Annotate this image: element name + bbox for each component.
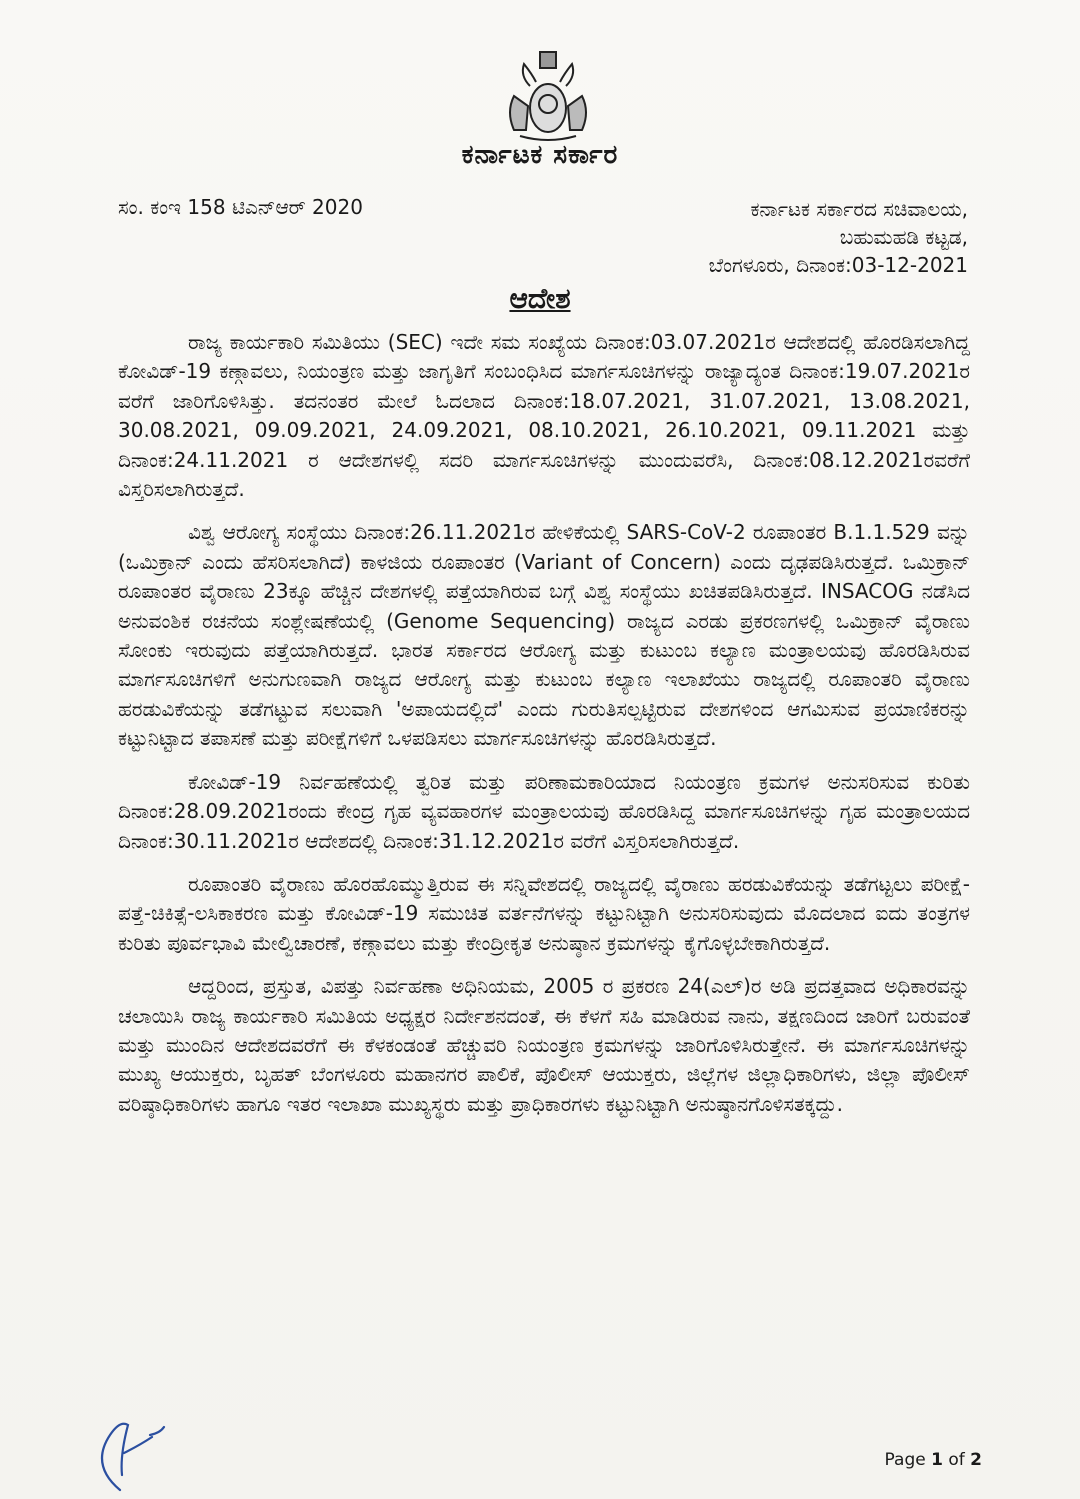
paragraph: ವಿಶ್ವ ಆರೋಗ್ಯ ಸಂಸ್ಥೆಯು ದಿನಾಂಕ:26.11.2021ರ ಹೇಳಿಕೆಯಲ್ಲಿ SARS-CoV-2 ರೂಪಾಂತರ B.1.1.529 ವನ್ನು (ಒಮಿಕ್ರಾನ್ ಎಂದು ಹೆಸರಿಸಲಾಗಿದೆ) ಕಾಳಜಿಯ ರೂಪಾಂತರ (Variant of Concern) ಎಂದು ದೃಢಪಡಿಸಿರುತ್ತದೆ. ಒಮಿಕ್ರಾನ್ ರೂಪಾಂತರ ವೈರಾಣು 23ಕ್ಕೂ ಹೆಚ್ಚಿನ ದೇಶಗಳಲ್ಲಿ ಪತ್ತೆಯಾಗಿರುವ ಬಗ್ಗೆ ವಿಶ್ವ ಸಂಸ್ಥೆಯು ಖಚಿತಪಡಿಸಿರುತ್ತದೆ. INSACOG ನಡೆಸಿದ ಅನುವಂಶಿಕ ರಚನೆಯ ಸಂಶ್ಲೇಷಣೆಯಲ್ಲಿ (Genome Sequencing) ರಾಜ್ಯದ ಎರಡು ಪ್ರಕರಣಗಳಲ್ಲಿ ಒಮಿಕ್ರಾನ್ ವೈರಾಣು ಸೋಂಕು ಇರುವುದು ಪತ್ತೆಯಾಗಿರುತ್ತದೆ. ಭಾರತ ಸರ್ಕಾರದ ಆರೋಗ್ಯ ಮತ್ತು ಕುಟುಂಬ ಕಲ್ಯಾಣ ಮಂತ್ರಾಲಯವು ಹೊರಡಿಸಿರುವ ಮಾರ್ಗಸೂಚಿಗಳಿಗೆ ಅನುಗುಣವಾಗಿ ರಾಜ್ಯದ ಆರೋಗ್ಯ ಮತ್ತು ಕುಟುಂಬ ಕಲ್ಯಾಣ ಇಲಾಖೆಯು ರಾಜ್ಯದಲ್ಲಿ ರೂಪಾಂತರಿ ವೈರಾಣು ಹರಡುವಿಕೆಯನ್ನು ತಡೆಗಟ್ಟುವ ಸಲುವಾಗಿ 'ಅಪಾಯದಲ್ಲಿದೆ' ಎಂದು ಗುರುತಿಸಲ್ಪಟ್ಟಿರುವ ದೇಶಗಳಿಂದ ಆಗಮಿಸುವ ಪ್ರಯಾಣಿಕರನ್ನು ಕಟ್ಟುನಿಟ್ಟಾದ ತಪಾಸಣೆ ಮತ್ತು ಪರೀಕ್ಷೆಗಳಿಗೆ ಒಳಪಡಿಸಲು ಮಾರ್ಗಸೂಚಿಗಳನ್ನು ಹೊರಡಿಸಿರುತ್ತದೆ.	[118, 520, 970, 751]
page-number	[885, 1450, 982, 1470]
paragraph: ರಾಜ್ಯ ಕಾರ್ಯಕಾರಿ ಸಮಿತಿಯು (SEC) ಇದೇ ಸಮ ಸಂಖ್ಯೆಯ ದಿನಾಂಕ:03.07.2021ರ ಆದೇಶದಲ್ಲಿ ಹೊರಡಿಸಲಾಗಿದ್ದ ಕೋವಿಡ್-19 ಕಣ್ಗಾವಲು, ನಿಯಂತ್ರಣ ಮತ್ತು ಜಾಗೃತಿಗೆ ಸಂಬಂಧಿಸಿದ ಮಾರ್ಗಸೂಚಿಗಳನ್ನು ರಾಜ್ಯಾದ್ಯಂತ ದಿನಾಂಕ:19.07.2021ರ ವರೆಗೆ ಜಾರಿಗೊಳಿಸಿತ್ತು. ತದನಂತರ ಮೇಲೆ ಓದಲಾದ ದಿನಾಂಕ:18.07.2021, 31.07.2021, 13.08.2021, 30.08.2021, 09.09.2021, 24.09.2021, 08.10.2021, 26.10.2021, 09.11.2021 ಮತ್ತು ದಿನಾಂಕ:24.11.2021 ರ ಆದೇಶಗಳಲ್ಲಿ ಸದರಿ ಮಾರ್ಗಸೂಚಿಗಳನ್ನು ಮುಂದುವರೆಸಿ, ದಿನಾಂಕ:08.12.2021ರವರೆಗೆ ವಿಸ್ತರಿಸಲಾಗಿರುತ್ತದೆ.	[118, 330, 970, 502]
reference-number: ಸಂ. ಕಂಇ 158 ಟಿಎನ್‌ಆರ್ 2020	[118, 195, 363, 219]
initials-signature-icon	[80, 1405, 190, 1495]
paragraph: ಕೋವಿಡ್-19 ನಿರ್ವಹಣೆಯಲ್ಲಿ ತ್ವರಿತ ಮತ್ತು ಪರಿಣಾಮಕಾರಿಯಾದ ನಿಯಂತ್ರಣ ಕ್ರಮಗಳ ಅನುಸರಿಸುವ ಕುರಿತು ದಿನಾಂಕ:28.09.2021ರಂದು ಕೇಂದ್ರ ಗೃಹ ವ್ಯವಹಾರಗಳ ಮಂತ್ರಾಲಯವು ಹೊರಡಿಸಿದ್ದ ಮಾರ್ಗಸೂಚಿಗಳನ್ನು ಗೃಹ ಮಂತ್ರಾಲಯದ ದಿನಾಂಕ:30.11.2021ರ ಆದೇಶದಲ್ಲಿ ದಿನಾಂಕ:31.12.2021ರ ವರೆಗೆ ವಿಸ್ತರಿಸಲಾಗಿರುತ್ತದೆ.	[118, 769, 970, 853]
paragraph: ರೂಪಾಂತರಿ ವೈರಾಣು ಹೊರಹೊಮ್ಮುತ್ತಿರುವ ಈ ಸನ್ನಿವೇಶದಲ್ಲಿ ರಾಜ್ಯದಲ್ಲಿ ವೈರಾಣು ಹರಡುವಿಕೆಯನ್ನು ತಡೆಗಟ್ಟಲು ಪರೀಕ್ಷೆ-ಪತ್ತೆ-ಚಿಕಿತ್ಸೆ-ಲಸಿಕಾಕರಣ ಮತ್ತು ಕೋವಿಡ್-19 ಸಮುಚಿತ ವರ್ತನೆಗಳನ್ನು ಕಟ್ಟುನಿಟ್ಟಾಗಿ ಅನುಸರಿಸುವುದು ಮೊದಲಾದ ಐದು ತಂತ್ರಗಳ ಕುರಿತು ಪೂರ್ವಭಾವಿ ಮೇಲ್ವಿಚಾರಣೆ, ಕಣ್ಗಾವಲು ಮತ್ತು ಕೇಂದ್ರೀಕೃತ ಅನುಷ್ಠಾನ ಕ್ರಮಗಳನ್ನು ಕೈಗೊಳ್ಳಬೇಕಾಗಿರುತ್ತದೆ.	[118, 871, 970, 955]
paragraph: ಆದ್ದರಿಂದ, ಪ್ರಸ್ತುತ, ವಿಪತ್ತು ನಿರ್ವಹಣಾ ಅಧಿನಿಯಮ, 2005 ರ ಪ್ರಕರಣ 24(ಎಲ್)ರ ಅಡಿ ಪ್ರದತ್ತವಾದ ಅಧಿಕಾರವನ್ನು ಚಲಾಯಿಸಿ ರಾಜ್ಯ ಕಾರ್ಯಕಾರಿ ಸಮಿತಿಯ ಅಧ್ಯಕ್ಷರ ನಿರ್ದೇಶನದಂತೆ, ಈ ಕೆಳಗೆ ಸಹಿ ಮಾಡಿರುವ ನಾನು, ತಕ್ಷಣದಿಂದ ಜಾರಿಗೆ ಬರುವಂತೆ ಮತ್ತು ಮುಂದಿನ ಆದೇಶದವರೆಗೆ ಈ ಕೆಳಕಂಡಂತೆ ಹೆಚ್ಚುವರಿ ನಿಯಂತ್ರಣ ಕ್ರಮಗಳನ್ನು ಜಾರಿಗೊಳಿಸಿರುತ್ತೇನೆ. ಈ ಮಾರ್ಗಸೂಚಿಗಳನ್ನು ಮುಖ್ಯ ಆಯುಕ್ತರು, ಬೃಹತ್ ಬೆಂಗಳೂರು ಮಹಾನಗರ ಪಾಲಿಕೆ, ಪೊಲೀಸ್ ಆಯುಕ್ತರು, ಜಿಲ್ಲೆಗಳ ಜಿಲ್ಲಾಧಿಕಾರಿಗಳು, ಜಿಲ್ಲಾ ಪೊಲೀಸ್ ವರಿಷ್ಠಾಧಿಕಾರಿಗಳು ಹಾಗೂ ಇತರ ಇಲಾಖಾ ಮುಖ್ಯಸ್ಥರು ಮತ್ತು ಪ್ರಾಧಿಕಾರಗಳು ಕಟ್ಟುನಿಟ್ಟಾಗಿ ಅನುಷ್ಠಾನಗೊಳಿಸತಕ್ಕದ್ದು.	[118, 974, 970, 1116]
page-current: 1	[931, 1450, 943, 1470]
karnataka-emblem-icon	[500, 46, 596, 146]
address-date-line: ಬೆಂಗಳೂರು, ದಿನಾಂಕ:03-12-2021	[708, 253, 968, 277]
page-prefix: Page	[884, 1450, 926, 1470]
page-total: 2	[970, 1450, 982, 1470]
address-line: ಬಹುಮಹಡಿ ಕಟ್ಟಡ,	[839, 225, 968, 249]
order-title: ಆದೇಶ	[509, 282, 571, 315]
order-body	[118, 328, 970, 1133]
government-name: ಕರ್ನಾಟಕ ಸರ್ಕಾರ	[461, 140, 619, 170]
address-line: ಕರ್ನಾಟಕ ಸರ್ಕಾರದ ಸಚಿವಾಲಯ,	[750, 197, 968, 221]
page-of: of	[948, 1450, 965, 1470]
office-address	[709, 195, 968, 279]
